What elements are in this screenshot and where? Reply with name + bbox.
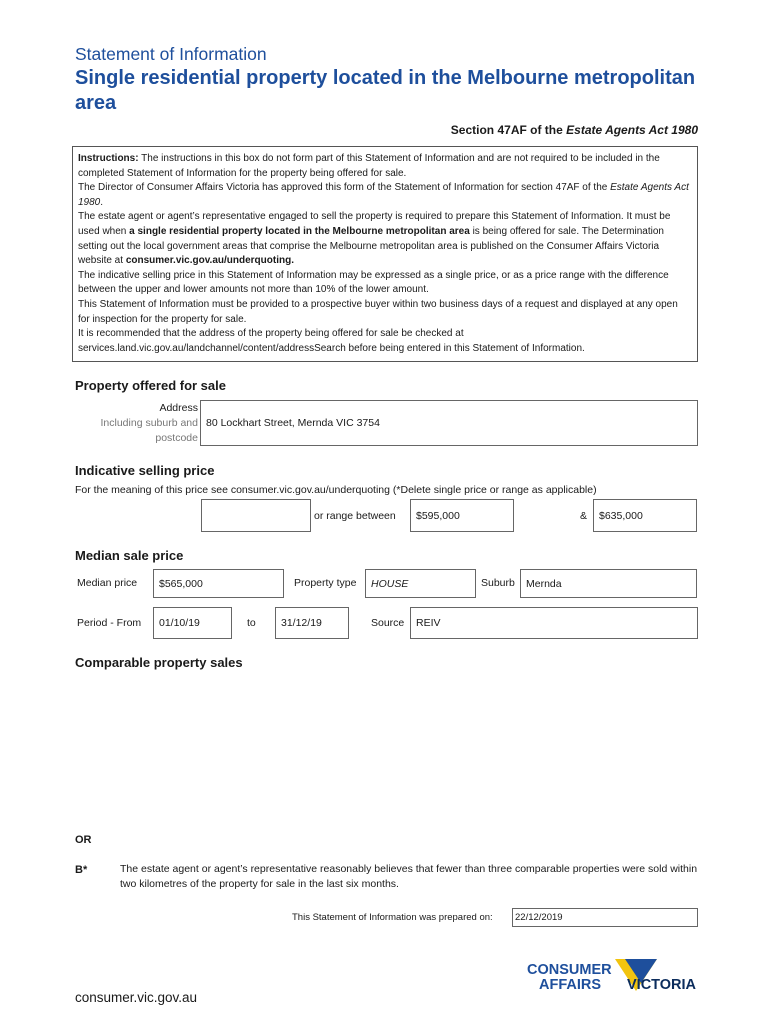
range-high-field[interactable] xyxy=(593,499,697,532)
property-type-field[interactable] xyxy=(365,569,476,598)
instructions-p6: It is recommended that the address of the property being offered for sale be checked at services.land.vic.gov.au/landchannel/content/addressSearch before being entered in this Statement of Information. xyxy=(78,328,585,354)
option-b-text: The estate agent or agent’s representative reasonably believes that fewer than three comparable properties were sold within two kilometres of the property for sale in the last six months. xyxy=(120,863,698,890)
suburb-field[interactable] xyxy=(520,569,697,598)
address-sublabel-1: Including suburb and xyxy=(100,417,198,429)
instructions-label: Instructions: xyxy=(78,153,139,164)
logo-word-affairs: AFFAIRS xyxy=(539,977,602,993)
property-heading: Property offered for sale xyxy=(75,378,226,393)
footer-url[interactable]: consumer.vic.gov.au xyxy=(75,990,198,1005)
instructions-p2 xyxy=(78,181,692,210)
page-title: Single residential property located in the Melbourne metropolitan area xyxy=(75,67,696,114)
section-act: Estate Agents Act 1980 xyxy=(566,123,698,137)
instructions-p2a: The Director of Consumer Affairs Victoria has approved this form of the Statement of Information for section 47AF of the xyxy=(78,182,611,194)
form-subtitle: Statement of Information xyxy=(75,44,267,64)
source-value: REIV xyxy=(416,617,441,629)
prepared-on-label: This Statement of Information was prepared on: xyxy=(292,912,493,923)
suburb-label: Suburb xyxy=(481,577,515,589)
instructions-p3c: is being offered for sale. The Determination setting out the local government areas that comprise the Melbourne metropolitan area is published on the Consumer Affairs Victoria website at xyxy=(78,225,664,267)
source-field[interactable] xyxy=(410,607,698,639)
period-to-label: to xyxy=(247,617,256,629)
single-price-field[interactable] xyxy=(201,499,311,532)
source-label: Source xyxy=(371,617,405,629)
period-from-value: 01/10/19 xyxy=(159,617,200,629)
period-to-value: 31/12/19 xyxy=(281,617,322,629)
logo-word-victoria: VICTORIA xyxy=(627,977,697,993)
range-low-field[interactable] xyxy=(410,499,514,532)
median-heading: Median sale price xyxy=(75,548,184,563)
instructions-p2b: Estate Agents Act 1980 xyxy=(78,182,689,208)
suburb-value: Mernda xyxy=(526,577,562,590)
address-label: Address xyxy=(159,402,198,414)
range-ampersand: & xyxy=(580,510,588,522)
price-note: For the meaning of this price see consumer.vic.gov.au/underquoting (*Delete single price or range as applicable) xyxy=(75,484,597,496)
median-price-value: $565,000 xyxy=(159,577,203,590)
instructions-p3d[interactable]: consumer.vic.gov.au/underquoting. xyxy=(125,255,294,267)
comparable-heading: Comparable property sales xyxy=(75,655,243,670)
instructions-p3b: a single residential property located in the Melbourne metropolitan area xyxy=(129,225,470,237)
range-high-value: $635,000 xyxy=(599,509,643,522)
consumer-affairs-victoria-logo xyxy=(527,957,703,1001)
or-label: OR xyxy=(75,834,92,846)
instructions-p3 xyxy=(78,210,692,268)
logo-word-consumer: CONSUMER xyxy=(527,962,612,978)
prepared-on-value: 22/12/2019 xyxy=(515,912,563,923)
address-value: 80 Lockhart Street, Mernda VIC 3754 xyxy=(206,417,380,429)
range-label: or range between xyxy=(314,510,396,522)
median-price-label: Median price xyxy=(77,577,138,589)
address-label-group xyxy=(75,401,198,446)
instructions-p2c: . xyxy=(100,196,104,208)
period-to-field[interactable] xyxy=(275,607,349,639)
period-from-label: Period - From xyxy=(77,617,142,629)
instructions-p1 xyxy=(78,152,692,181)
price-heading: Indicative selling price xyxy=(75,463,215,478)
address-field[interactable] xyxy=(200,400,698,446)
logo-graphic xyxy=(527,957,703,1001)
section-prefix: Section 47AF of the xyxy=(450,123,567,137)
option-b-label: B* xyxy=(75,864,88,876)
instructions-p3a: The estate agent or agent’s representative engaged to sell the property is required to prepare this Statement of Information. It must be used when xyxy=(78,211,671,237)
median-price-field[interactable] xyxy=(153,569,284,598)
property-type-value: HOUSE xyxy=(371,577,409,590)
period-from-field[interactable] xyxy=(153,607,232,639)
address-sublabel-2: postcode xyxy=(155,432,198,444)
prepared-on-field[interactable] xyxy=(512,908,698,927)
instructions-p4: The indicative selling price in this Statement of Information may be expressed as a single price, or as a price range with the difference between the upper and lower amounts not more than 10% of the lower amount. xyxy=(78,269,669,296)
instructions-p5: This Statement of Information must be provided to a prospective buyer within two business days of a request and displayed at any open for inspection for the property for sale. xyxy=(78,298,678,325)
section-reference xyxy=(451,123,698,137)
property-type-label: Property type xyxy=(294,577,357,589)
instructions-p1-text: The instructions in this box do not form part of this Statement of Information and are not required to be included in the completed Statement of Information for the property being offered for sale. xyxy=(78,153,660,179)
instructions-box xyxy=(72,146,698,362)
range-low-value: $595,000 xyxy=(416,509,460,522)
